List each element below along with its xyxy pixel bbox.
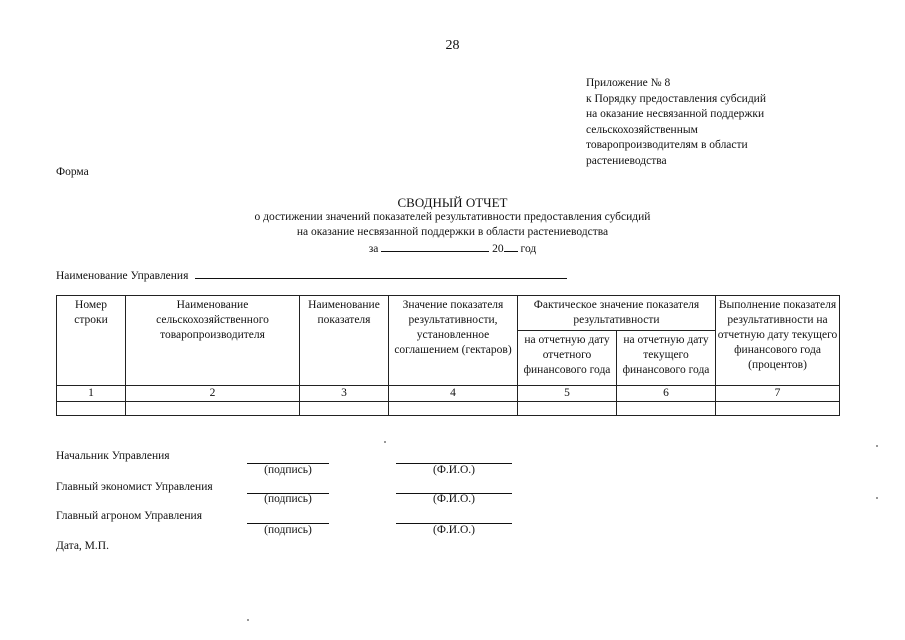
date-stamp: Дата, М.П. — [56, 540, 109, 552]
report-subtitle-line2: на оказание несвязанной поддержки в области растениеводства — [296, 226, 609, 238]
report-table — [56, 295, 840, 416]
empty-cell — [518, 402, 617, 416]
header-row-number: Номер строки — [57, 296, 126, 386]
signature-role-agronomist: Главный агроном Управления — [56, 510, 202, 522]
annex-line: растениеводства — [586, 154, 667, 167]
empty-cell — [716, 402, 840, 416]
report-year-line — [0, 240, 905, 257]
period-blank-line — [381, 240, 489, 252]
annex-reference — [586, 76, 766, 169]
header-row — [57, 296, 840, 331]
header-actual-group: Фактическое значение показателя результативности — [518, 296, 716, 331]
name-caption: (Ф.И.О.) — [433, 464, 475, 476]
year-suffix: год — [520, 243, 537, 255]
signature-role-economist: Главный экономист Управления — [56, 481, 213, 493]
empty-data-row — [57, 402, 840, 416]
scan-speck — [247, 619, 249, 621]
header-indicator: Наименование показателя — [300, 296, 389, 386]
year-blank-line — [504, 240, 518, 252]
signature-caption: (подпись) — [264, 464, 312, 476]
header-producer: Наименование сельскохозяйственного товаропроизводителя — [126, 296, 300, 386]
column-number: 3 — [300, 386, 389, 402]
report-title — [0, 195, 905, 257]
column-number: 2 — [126, 386, 300, 402]
annex-line: сельскохозяйственным — [586, 123, 698, 136]
scan-speck — [876, 445, 878, 447]
empty-cell — [300, 402, 389, 416]
header-actual-reporting: на отчетную дату отчетного финансового года — [518, 331, 617, 386]
annex-line: товаропроизводителям в области — [586, 139, 748, 151]
column-number: 1 — [57, 386, 126, 402]
annex-line: на оказание несвязанной поддержки — [586, 108, 765, 120]
empty-cell — [57, 402, 126, 416]
report-heading: СВОДНЫЙ ОТЧЕТ — [397, 195, 508, 210]
scan-speck — [384, 441, 386, 443]
header-fulfillment: Выполнение показателя результативности на отчетную дату текущего финансового года (процентов) — [716, 296, 840, 386]
name-caption: (Ф.И.О.) — [433, 493, 475, 505]
annex-line: Приложение № 8 — [586, 77, 671, 89]
annex-line: к Порядку предоставления субсидий — [586, 92, 766, 105]
column-number: 7 — [716, 386, 840, 402]
name-caption: (Ф.И.О.) — [433, 524, 475, 536]
header-agreed-value: Значение показателя результативности, установленное соглашением (гектаров) — [389, 296, 518, 386]
scan-speck — [876, 497, 878, 499]
year-prefix: за — [368, 243, 379, 255]
department-field — [56, 267, 567, 282]
page-number: 28 — [445, 38, 460, 53]
empty-cell — [389, 402, 518, 416]
empty-cell — [126, 402, 300, 416]
signature-caption: (подпись) — [264, 524, 312, 536]
column-number: 4 — [389, 386, 518, 402]
department-blank-line — [195, 267, 567, 279]
column-number: 6 — [617, 386, 716, 402]
signature-caption: (подпись) — [264, 493, 312, 505]
column-number-row — [57, 386, 840, 402]
signature-role-head: Начальник Управления — [56, 450, 170, 462]
department-label: Наименование Управления — [56, 270, 189, 282]
form-label: Форма — [56, 166, 89, 178]
empty-cell — [617, 402, 716, 416]
header-actual-current: на отчетную дату текущего финансового года — [617, 331, 716, 386]
report-subtitle-line1: о достижении значений показателей результативности предоставления субсидий — [254, 211, 651, 223]
column-number: 5 — [518, 386, 617, 402]
year-century: 20 — [492, 243, 504, 255]
